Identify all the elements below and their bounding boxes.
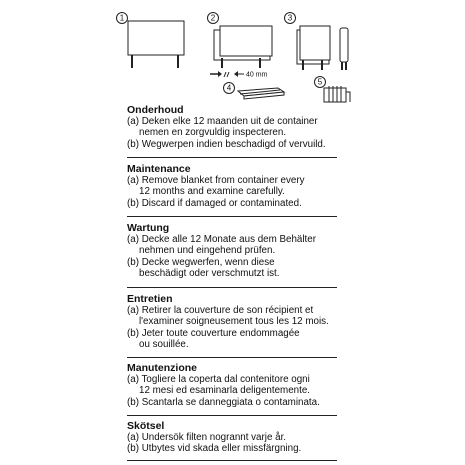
text-line: (a) Decke alle 12 Monate aus dem Behälter bbox=[127, 234, 316, 245]
section-title: Wartung bbox=[127, 222, 170, 234]
text-line: (b) Decke wegwerfen, wenn diese bbox=[127, 256, 275, 268]
step-2-figure bbox=[208, 13, 273, 78]
text-line: (b) Scantarla se danneggiata o contaminata. bbox=[127, 396, 320, 408]
text-line: ou souillée. bbox=[139, 339, 189, 351]
section-divider bbox=[127, 357, 337, 358]
section-title: Entretien bbox=[127, 293, 173, 305]
section-divider bbox=[127, 157, 337, 158]
dimension-label: 40 mm bbox=[246, 71, 268, 79]
section-title: Manutenzione bbox=[127, 362, 197, 374]
section-title: Skötsel bbox=[127, 420, 165, 432]
text-line: (a) Deken elke 12 maanden uit de container bbox=[127, 116, 318, 127]
text-line: (a) Undersök filten nogrannt varje år. bbox=[127, 432, 287, 443]
step-number: 3 bbox=[287, 13, 293, 23]
text-line: nehmen und eingehend prüfen. bbox=[139, 245, 276, 257]
section-french bbox=[127, 293, 337, 351]
step-3-figure bbox=[285, 13, 349, 71]
step-number: 2 bbox=[210, 13, 216, 23]
text-line: (a) Remove blanket from container every bbox=[127, 175, 305, 186]
section-title: Onderhoud bbox=[127, 104, 184, 116]
section-german bbox=[127, 222, 337, 280]
text-line: (b) Wegwerpen indien beschadigd of vervuild. bbox=[127, 138, 326, 150]
text-line: 12 months and examine carefully. bbox=[139, 186, 285, 198]
section-title: Maintenance bbox=[127, 163, 191, 175]
section-english bbox=[127, 163, 337, 209]
step-4-figure bbox=[224, 83, 285, 100]
section-divider bbox=[127, 287, 337, 288]
text-line: l'examiner soigneusement tous les 12 mois. bbox=[139, 316, 329, 328]
step-number: 5 bbox=[317, 77, 323, 87]
section-divider bbox=[127, 415, 337, 416]
text-line: 12 mesi ed esaminarla deligentemente. bbox=[139, 385, 311, 397]
text-line: (b) Jeter toute couverture endommagée bbox=[127, 327, 300, 339]
section-italian bbox=[127, 362, 337, 408]
text-line: beschädigt oder verschmutzt ist. bbox=[139, 268, 280, 280]
step-number: 1 bbox=[119, 13, 125, 23]
text-line: (b) Discard if damaged or contaminated. bbox=[127, 197, 302, 209]
step-1-figure bbox=[117, 13, 185, 69]
text-line: (b) Utbytes vid skada eller missfärgning. bbox=[127, 443, 302, 455]
text-line: (a) Retirer la couverture de son récipient et bbox=[127, 305, 314, 316]
section-swedish bbox=[127, 420, 337, 455]
folding-steps-illustration bbox=[110, 8, 360, 103]
text-line: nemen en zorgvuldig inspecteren. bbox=[139, 127, 287, 139]
section-divider bbox=[127, 216, 337, 217]
section-divider bbox=[127, 460, 337, 461]
step-number: 4 bbox=[226, 83, 232, 93]
section-dutch bbox=[127, 104, 337, 150]
text-line: (a) Togliere la coperta dal contenitore ogni bbox=[127, 374, 310, 385]
